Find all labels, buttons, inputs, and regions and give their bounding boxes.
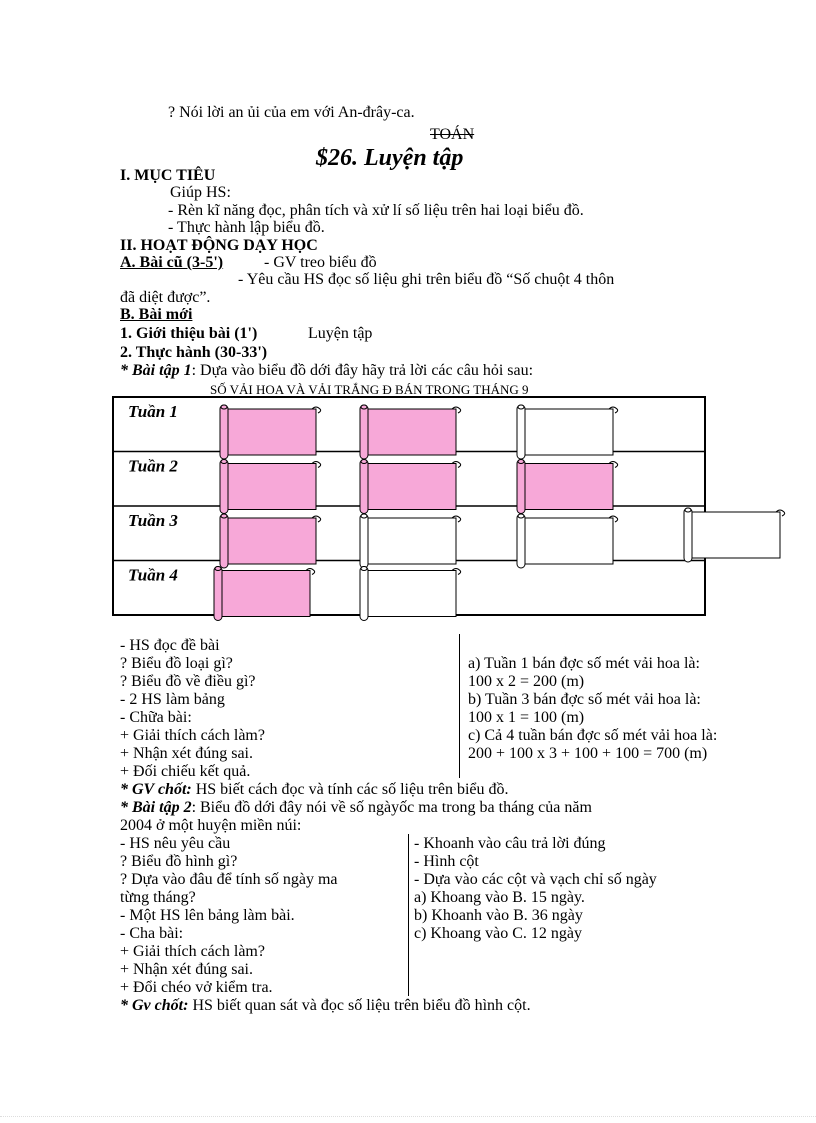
- chart-mark-white-cloth: [360, 514, 461, 568]
- conclusion-1: [120, 781, 509, 799]
- chart-mark-white-cloth: [517, 405, 618, 459]
- conclusion-2-text: HS biết quan sát và đọc số liệu trên biểu đồ hình cột.: [188, 997, 531, 1014]
- chart-row-label: Tuần 2: [128, 456, 178, 476]
- ex2-left-8: + Đổi chéo vở kiểm tra.: [120, 979, 273, 996]
- intro-question: ? Nói lời an ủi của em với An-đrây-ca.: [168, 104, 415, 121]
- chart: [112, 382, 782, 620]
- ex2-left-5: - Cha bài:: [120, 925, 184, 942]
- part-b-label: B. Bài mới: [120, 306, 193, 323]
- part-a-text: - GV treo biểu đồ: [264, 254, 377, 271]
- objective-line-1: Giúp HS:: [170, 184, 231, 201]
- chart-mark-flower-cloth: [360, 460, 461, 514]
- column-divider-2: [408, 834, 409, 996]
- chart-mark-white-cloth: [360, 567, 461, 621]
- part-a-label: A. Bài cũ (3-5'): [120, 254, 224, 271]
- section-2-heading: II. HOẠT ĐỘNG DẠY HỌC: [120, 237, 318, 254]
- ex1-left-5: + Giải thích cách làm?: [120, 727, 265, 744]
- lesson-title: $26. Luyện tập: [316, 145, 464, 171]
- exercise-1-line: [120, 362, 533, 380]
- subject-label: TOÁN: [430, 126, 475, 143]
- ex1-left-3: - 2 HS làm bảng: [120, 691, 225, 708]
- ex1-left-4: - Chữa bài:: [120, 709, 192, 726]
- ex1-left-1: ? Biểu đồ loại gì?: [120, 655, 233, 672]
- ex1-right-1: 100 x 2 = 200 (m): [468, 673, 585, 690]
- chart-mark-flower-cloth: [360, 405, 461, 459]
- conclusion-1-text: HS biết cách đọc và tính các số liệu trên biểu đồ.: [191, 781, 509, 798]
- ex2-right-5: c) Khoang vào C. 12 ngày: [414, 925, 582, 942]
- ex2-left-0: - HS nêu yêu cầu: [120, 835, 231, 852]
- ex1-left-2: ? Biểu đồ về điều gì?: [120, 673, 256, 690]
- item-1-text: Luyện tập: [308, 325, 373, 342]
- objective-line-2: - Rèn kĩ năng đọc, phân tích và xử lí số liệu trên hai loại biểu đồ.: [168, 202, 584, 219]
- exercise-1-label: * Bài tập 1: [120, 362, 192, 379]
- ex2-left-3: từng tháng?: [120, 889, 196, 906]
- conclusion-2: [120, 997, 531, 1015]
- exercise-1-text: : Dựa vào biểu đồ dới đây hãy trả lời các câu hỏi sau:: [191, 362, 534, 379]
- chart-row-label: Tuần 3: [128, 511, 178, 530]
- ex2-left-2: ? Dựa vào đâu để tính số ngày ma: [120, 871, 338, 888]
- ex2-right-2: - Dựa vào các cột và vạch chỉ số ngày: [414, 871, 657, 888]
- ex2-right-0: - Khoanh vào câu trả lời đúng: [414, 835, 606, 852]
- ex1-right-2: b) Tuần 3 bán đợc số mét vải hoa là:: [468, 691, 701, 708]
- chart-mark-flower-cloth: [220, 405, 321, 459]
- part-a-line-2: - Yêu cầu HS đọc số liệu ghi trên biểu đồ “Số chuột 4 thôn: [238, 271, 615, 288]
- chart-mark-flower-cloth: [220, 514, 321, 568]
- exercise-2-line: [120, 799, 592, 817]
- ex1-left-0: - HS đọc đề bài: [120, 637, 220, 654]
- exercise-2-label: * Bài tập 2: [120, 799, 192, 816]
- page-bottom-border: [0, 1116, 816, 1117]
- ex2-left-4: - Một HS lên bảng làm bài.: [120, 907, 295, 924]
- section-1-heading: I. MỤC TIÊU: [120, 167, 216, 184]
- ex2-left-7: + Nhận xét đúng sai.: [120, 961, 253, 978]
- conclusion-2-label: * Gv chốt:: [120, 997, 189, 1014]
- column-divider-1: [459, 634, 460, 778]
- chart-mark-flower-cloth: [517, 460, 618, 514]
- ex1-left-6: + Nhận xét đúng sai.: [120, 745, 253, 762]
- chart-row-label: Tuần 4: [128, 565, 178, 585]
- exercise-2-text: : Biểu đồ dới đây nói về số ngàyốc ma trong ba tháng của năm: [191, 799, 592, 816]
- ex2-right-3: a) Khoang vào B. 15 ngày.: [414, 889, 585, 906]
- chart-title: SỐ VẢI HOA VÀ VẢI TRẮNG Đ BÁN TRONG THÁNG 9: [210, 382, 529, 397]
- chart-mark-white-cloth: [517, 514, 618, 568]
- ex1-right-0: a) Tuần 1 bán đợc số mét vải hoa là:: [468, 655, 700, 672]
- chart-mark-white-cloth: [684, 508, 785, 562]
- ex2-right-4: b) Khoanh vào B. 36 ngày: [414, 907, 583, 924]
- ex1-left-7: + Đối chiếu kết quả.: [120, 763, 251, 780]
- item-1-label: 1. Giới thiệu bài (1'): [120, 325, 258, 342]
- chart-row-label: Tuần 1: [128, 402, 178, 421]
- part-a-line-3: đã diệt được”.: [120, 289, 211, 306]
- ex1-right-3: 100 x 1 = 100 (m): [468, 709, 585, 726]
- ex2-left-6: + Giải thích cách làm?: [120, 943, 265, 960]
- exercise-2-line-2: 2004 ở một huyện miền núi:: [120, 817, 302, 834]
- chart-mark-flower-cloth: [220, 460, 321, 514]
- item-2-label: 2. Thực hành (30-33'): [120, 344, 268, 361]
- ex2-left-1: ? Biểu đồ hình gì?: [120, 853, 238, 870]
- objective-line-3: - Thực hành lập biểu đồ.: [168, 219, 325, 236]
- ex1-right-4: c) Cả 4 tuần bán đợc số mét vải hoa là:: [468, 727, 718, 744]
- conclusion-1-label: * GV chốt:: [120, 781, 192, 798]
- ex1-right-5: 200 + 100 x 3 + 100 + 100 = 700 (m): [468, 745, 708, 762]
- chart-mark-flower-cloth: [214, 567, 315, 621]
- ex2-right-1: - Hình cột: [414, 853, 479, 870]
